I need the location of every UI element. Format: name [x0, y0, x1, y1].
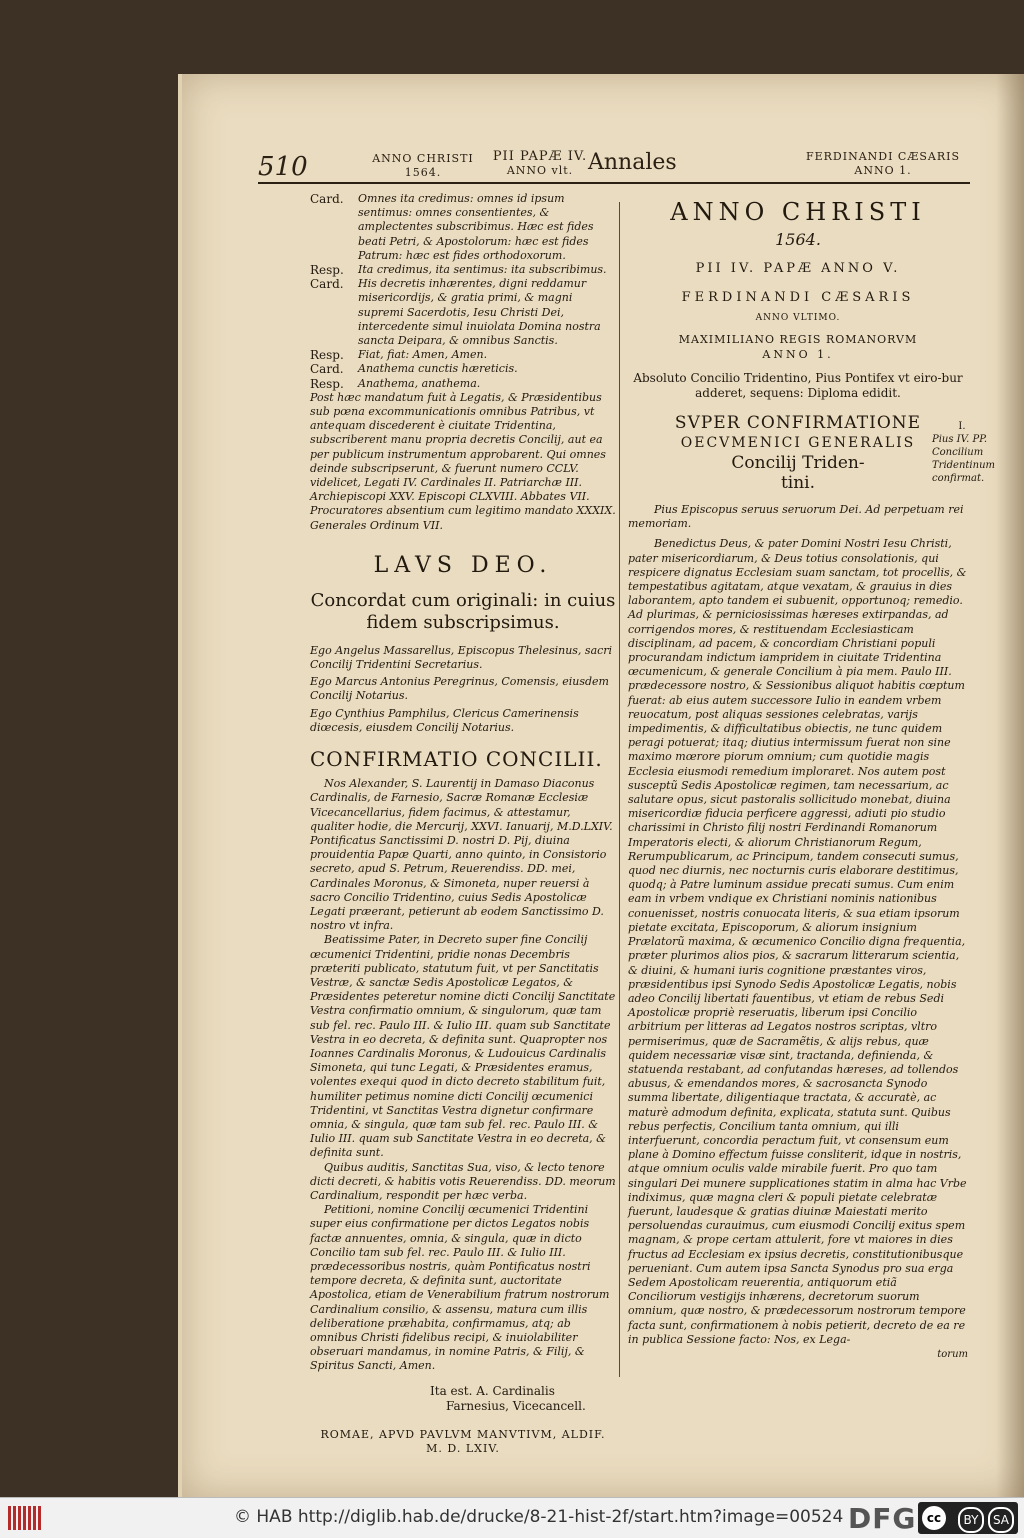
acclamation-speaker: Card.	[310, 362, 344, 377]
hab-logo-icon[interactable]	[8, 1506, 48, 1530]
column-divider	[619, 202, 620, 1377]
acclamation-text: Anathema, anathema.	[358, 376, 481, 390]
acclamation-speaker: Resp.	[310, 376, 344, 391]
cc-icon: cc	[922, 1506, 946, 1530]
year-heading: 1564.	[775, 230, 821, 249]
ita-est-line: Ita est. A. Cardinalis	[430, 1383, 555, 1398]
header-anno-1: ANNO 1.	[854, 164, 912, 177]
header-anno-ult: ANNO vlt.	[506, 164, 574, 177]
acclamation-text: His decretis inhærentes, digni reddamur misericordijs, & gratia primi, & magni supremi Sacerdotis, Iesu Christi Dei, intercedente simul inuiolata Domina nostra sancta Deipara, & omnibus Sanctis.	[358, 277, 601, 348]
confirmatio-paragraph: Petitioni, nomine Concilij œcumenici Tridentini super eius confirmatione per dictos Legatos nobis factæ annuentes, omnia, & singula, quæ in dicto Concilio tam sub fel. rec. Paulo III. & Iulio III. prædecessoribus nostris, quàm Pontificatus nostri tempore decreta, & definita sunt, auctoritate Apostolica, etiam de Venerabilium fratrum nostrorum Cardinalium consilio, & assensu, matura cum illis deliberatione præhabita, confirmamus, atq; ab omnibus Christi fidelibus recipi, & inuiolabiliter obseruari mandamus, in nomine Patris, & Filij, & Spiritus Sancti, Amen.	[310, 1203, 610, 1373]
page-number: 510	[258, 152, 308, 182]
maximiliano-anno: ANNO 1.	[762, 348, 834, 361]
page-fold-shadow	[996, 74, 1024, 1497]
header-rule	[258, 182, 970, 184]
confirmatio-body	[310, 777, 616, 1374]
acclamation-speaker: Resp.	[310, 348, 344, 363]
pii-anno-heading: PII IV. PAPÆ ANNO V.	[695, 261, 901, 276]
absoluto-paragraph: Absoluto Concilio Tridentino, Pius Pontifex vt eiro-bur adderet, sequens: Diploma edidit.	[633, 371, 963, 400]
acclamation-speaker: Resp.	[310, 263, 344, 278]
acclamation-text: Ita credimus, ita sentimus: ita subscribimus.	[358, 263, 607, 277]
acclamation-row	[310, 263, 616, 277]
header-year: 1564.	[404, 166, 442, 179]
acclamation-row	[310, 377, 616, 391]
header-ferdinandi-text: FERDINANDI CÆSARIS	[805, 150, 961, 163]
book-page	[182, 74, 1024, 1497]
signature-line: Ego Cynthius Pamphilus, Clericus Camerinensis diœcesis, eiusdem Concilij Notarius.	[310, 706, 579, 734]
by-icon: BY	[958, 1507, 984, 1533]
dfg-logo[interactable]: DFG	[848, 1502, 917, 1535]
farnese-signature	[430, 1384, 616, 1414]
super-confirmatione-heading: SVPER CONFIRMATIONE	[674, 413, 922, 433]
sa-icon: SA	[988, 1507, 1014, 1533]
imprint	[310, 1428, 616, 1456]
imprint-year: M. D. LXIV.	[426, 1441, 500, 1455]
source-credit-link[interactable]: © HAB http://diglib.hab.de/drucke/8-21-hist-2f/start.htm?image=00524	[234, 1507, 844, 1527]
acclamation-text: Anathema cunctis hæreticis.	[358, 362, 518, 376]
anno-christi-heading: ANNO CHRISTI	[670, 198, 926, 226]
margin-note	[932, 420, 995, 485]
acclamation-row	[310, 362, 616, 376]
pius-episcopus-line: Pius Episcopus seruus seruorum Dei. Ad perpetuam rei memoriam.	[628, 503, 964, 531]
acclamation-row	[310, 348, 616, 362]
header-annales: Annales	[588, 150, 677, 175]
acclamation-text: Omnes ita credimus: omnes id ipsum sentimus: omnes consentientes, & amplectentes subscribimus. Hæc est fides beati Petri, & Apostolorum: hæc est fides Patrum: hæc est fides orthodoxorum.	[358, 192, 594, 262]
post-haec-paragraph: Post hæc mandatum fuit à Legatis, & Præsidentibus sub pœna excommunicationis omnibus Patribus, vt antequam discederent è ciuitate Tridentina, subscriberent manu propria decretis Concilij, aut ea per publicum instrumentum approbarent. Qui omnes deinde subscripserunt, & fuerunt numero CCLV. videlicet, Legati IV. Cardinales II. Patriarchæ III. Archiepiscopi XXV. Episcopi CLXVIII. Abbates VII. Procuratores absentium cum legitimo mandato XXXIX. Generales Ordinum VII.	[310, 390, 616, 532]
concordat-heading: Concordat cum originali: in cuius fidem subscripsimus.	[310, 589, 616, 633]
oecumenici-heading: OECVMENICI GENERALIS	[680, 435, 916, 451]
confirmatio-paragraph: Quibus auditis, Sanctitas Sua, viso, & lecto tenore dicti decreti, & habitis votis Reuerendiss. DD. meorum Cardinalium, respondit per hæc verba.	[310, 1160, 616, 1202]
concilij-heading: Concilij Triden-	[731, 453, 865, 473]
confirmatio-heading: CONFIRMATIO CONCILII.	[310, 747, 603, 772]
left-column	[310, 192, 616, 1456]
header-anno-christi	[368, 152, 478, 180]
header-anno-christi-text: ANNO CHRISTI	[372, 152, 474, 165]
farnesius-line: Farnesius, Vicecancell.	[446, 1398, 586, 1413]
anno-vltimo: ANNO VLTIMO.	[755, 313, 841, 323]
signatures	[310, 644, 616, 735]
viewer-footer	[0, 1497, 1024, 1538]
cc-license-badge[interactable]	[918, 1502, 1018, 1534]
signature-line: Ego Angelus Massarellus, Episcopus Thelesinus, sacri Concilij Tridentini Secretarius.	[310, 643, 613, 672]
right-column	[628, 192, 968, 1360]
header-pii-text: PII PAPÆ IV.	[492, 149, 588, 164]
acclamation-speaker: Card.	[310, 192, 344, 206]
header-pii-papae	[490, 150, 590, 178]
ferdinandi-heading: FERDINANDI CÆSARIS	[681, 290, 915, 305]
header-ferdinandi	[798, 150, 968, 178]
running-header	[258, 148, 961, 184]
confirmatio-paragraph: Nos Alexander, S. Laurentij in Damaso Diaconus Cardinalis, de Farnesio, Sacræ Romanæ Ecclesiæ Vicecancellarius, fidem facimus, & attestamur, qualiter hodie, die Mercurij, XXVI. Ianuarij, M.D.LXIV. Pontificatus Sanctissimi D. nostri D. Pij, diuina prouidentia Papæ Quarti, anno quinto, in Consistorio secreto, apud S. Petrum, Reuerendiss. DD. mei, Cardinales Moronus, & Simoneta, nuper reuersi à sacro Concilio Tridentino, cuius Sedis Apostolicæ Legati præerant, petierunt ab eodem Sanctissimo D. nostro vt infra.	[310, 777, 613, 933]
acclamation-speaker: Card.	[310, 277, 344, 292]
confirmatio-paragraph: Beatissime Pater, in Decreto super fine Concilij œcumenici Tridentini, pridie nonas Decembris præteriti publicato, statutum fuit, vt per Sanctitatis Vestræ, & sanctæ Sedis Apostolicæ Legatos, & Præsidentes peteretur nomine dicti Concilij Sanctitate Vestra confirmatio omnium, & singulorum, quæ tam sub fel. rec. Paulo III. & Iulio III. quam sub Sanctitate Vestra in eo decreta, & definita sunt. Quapropter nos Ioannes Cardinalis Moronus, & Ludouicus Cardinalis Simoneta, qui tunc Legati, & Præsidentes eramus, volentes exequi quod in dicto decreto stabilitum fuit, humiliter petimus nomine dicti Concilij œcumenici Tridentini, vt Sanctitas Vestra dignetur confirmare omnia, & singula, quæ tam sub fel. rec. Paulo III. & Iulio III. quam sub Sanctitate Vestra in eo decreta, & definita sunt.	[310, 933, 616, 1160]
catchword: torum	[937, 1348, 968, 1360]
maximiliano-heading: MAXIMILIANO REGIS ROMANORVM	[678, 333, 918, 346]
acclamation-row	[310, 192, 616, 263]
acclamation-text: Fiat, fiat: Amen, Amen.	[358, 348, 488, 362]
acclamation-row	[310, 277, 616, 348]
margin-note-number: I.	[958, 421, 966, 432]
imprint-line: ROMAE, APVD PAVLVM MANVTIVM, ALDIF.	[320, 1427, 606, 1441]
margin-note-text: Pius IV. PP. Concilium Tridentinum confirmat.	[932, 434, 995, 484]
signature-line: Ego Marcus Antonius Peregrinus, Comensis, eiusdem Concilij Notarius.	[310, 675, 609, 703]
bull-text: Benedictus Deus, & pater Domini Nostri Iesu Christi, pater misericordiarum, & Deus totius consolationis, qui respicere dignatus Ecclesiam suam sanctam, tot procellis, & tempestatibus agitatam, atque vexatam, & grauius in dies laborantem, apto tandem ei subuenit, opportunoq; remedio. Ad plurimas, & perniciosissimas hæreses extirpandas, ad corrigendos mores, & restituendam Ecclesiasticam disciplinam, ad pacem, & concordiam Christiani populi procurandam indictum iampridem in ciuitate Tridentina œcumenicum, & generale Concilium à pia mem. Paulo III. prædecessore nostro, & Sessionibus aliquot habitis cœptum fuerat: ab eius autem successore Iulio in eandem vrbem reuocatum, post aliquas sessiones celebratas, varijs impedimentis, & difficultatibus obiectis, ne tunc quidem peragi potuerat; itaq; diutius intermissum fuerat non sine maximo mœrore piorum omnium; cum quotidie magis Ecclesia eiusmodi remedium imploraret. Nos autem post susceptũ Sedis Apostolicæ regimen, tam necessarium, ac salutare opus, sicut pastoralis sollicitudo monebat, diuina misericordiæ fiducia perficere aggressi, adiuti pio studio charissimi in Christo filij nostri Ferdinandi Romanorum Imperatoris electi, & aliorum Christianorum Regum, Rerumpublicarum, ac Principum, tandem consecuti sumus, quod nec diurnis, nec nocturnis curis elaborare destitimus, quodq; à Patre luminum assidue precati sumus. Cum enim eam in vrbem vndique ex Christiani nominis nationibus conuenisset, nostris conuocata literis, & sua etiam ipsorum pietate excitata, Episcoporum, & aliorum insignium Prælatorũ maxima, & œcumenico Concilio digna frequentia, præter plurimos alios pios, & sacrarum litterarum scientia, & diuini, & humani iuris cognitione præstantes viros, præsidentibus ipsi Synodo Sedis Apostolicæ Legatis, nobis adeo Concilij libertati fauentibus, vt etiam de rebus Sedi Apostolicæ propriè reseruatis, liberum ipsi Concilio arbitrium per litteras ad Legatos nostros scriptas, vltro permiserimus, quæ de Sacramẽtis, & alijs rebus, quæ quidem necessariæ visæ sint, tractanda, definienda, & statuenda restabant, ad confutandas hæreses, ad tollendos abusus, & emendandos mores, & sacrosancta Synodo summa libertate, diligentiaque tractata, & accuratè, ac maturè admodum definita, explicata, statuta sunt. Quibus rebus perfectis, Concilium tanta omnium, qui illi interfuerunt, concordia peractum fuit, vt consensum eum plane à Domino effectum fuisse consliterit, idque in nostris, atque omnium oculis valde mirabile fuerit. Pro quo tam singulari Dei munere supplicationes statim in alma hac Vrbe indiximus, quæ magna cleri & populi pietate celebratæ fuerunt, laudesque & gratias diuinæ Maiestati merito persoluendas curauimus, cum eiusmodi Concilij exitus spem magnam, & prope certam attulerit, fore vt maiores in dies fructus ad Ecclesiam ex ipsius decretis, constitutionibusque perueniant. Cum autem ipsa Sancta Synodus pro sua erga Sedem Apostolicam reuerentia, antiquorum etiã Conciliorum vestigijs inhærens, decretorum suorum omnium, quæ nostro, & prædecessorum nostrorum tempore facta sunt, confirmationem à nobis petierit, decreto de ea re in publica Sessione facto: Nos, ex Lega-	[628, 537, 967, 1346]
laus-deo-heading: LAVS DEO.	[373, 552, 553, 578]
tini-heading: tini.	[780, 473, 816, 493]
